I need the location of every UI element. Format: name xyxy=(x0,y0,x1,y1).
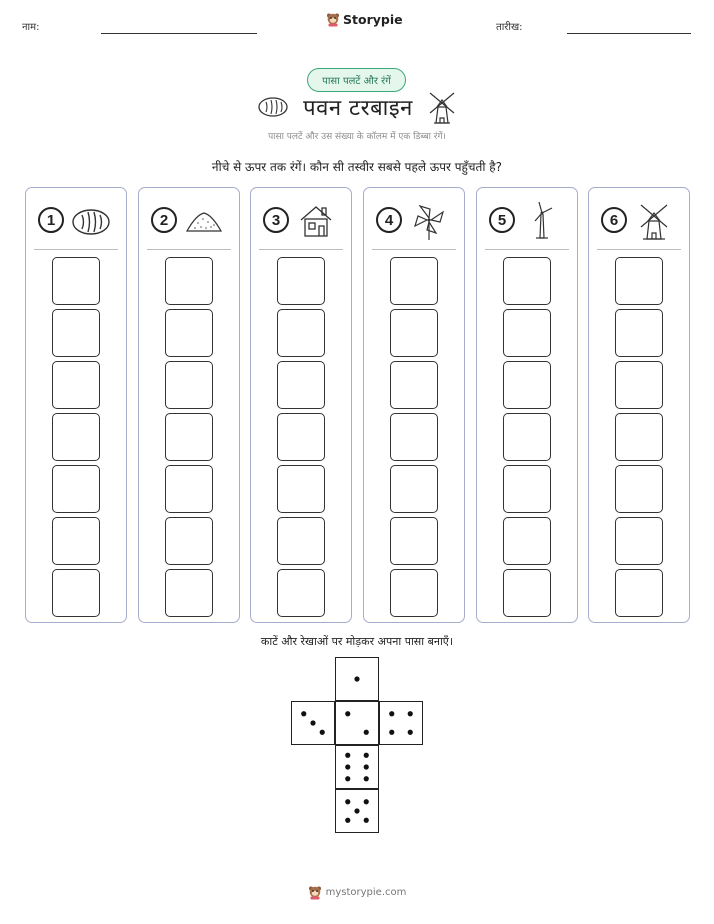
name-line xyxy=(101,33,257,34)
column-6 xyxy=(588,187,690,623)
color-box[interactable] xyxy=(165,309,213,357)
color-box[interactable] xyxy=(503,465,551,513)
bread-icon xyxy=(70,201,112,241)
die-face-5 xyxy=(335,789,379,833)
storypie-mascot-icon xyxy=(308,885,322,900)
column-1 xyxy=(25,187,127,623)
column-number: 5 xyxy=(489,207,515,233)
footer-url: mystorypie.com xyxy=(325,887,407,898)
sand-pile-icon xyxy=(183,201,225,241)
activity-badge: पासा पलटें और रंगें xyxy=(307,68,406,92)
color-box[interactable] xyxy=(390,309,438,357)
column-header xyxy=(597,198,681,250)
color-box[interactable] xyxy=(503,309,551,357)
name-label: नाम: xyxy=(22,22,40,33)
footer xyxy=(0,885,714,900)
color-box[interactable] xyxy=(52,517,100,565)
wind-turbine-icon xyxy=(521,201,563,241)
color-box[interactable] xyxy=(503,517,551,565)
color-box[interactable] xyxy=(503,361,551,409)
color-box[interactable] xyxy=(615,413,663,461)
column-header xyxy=(259,198,343,250)
column-5 xyxy=(476,187,578,623)
color-box[interactable] xyxy=(165,465,213,513)
storypie-mascot-icon xyxy=(326,12,340,27)
color-box[interactable] xyxy=(165,257,213,305)
color-box[interactable] xyxy=(52,361,100,409)
column-3 xyxy=(250,187,352,623)
color-box[interactable] xyxy=(390,257,438,305)
date-line xyxy=(567,33,691,34)
die-face-4 xyxy=(379,701,423,745)
column-4 xyxy=(363,187,465,623)
windmill-icon xyxy=(633,201,675,241)
page-title: पवन टरबाइन xyxy=(303,96,413,121)
color-box[interactable] xyxy=(52,309,100,357)
column-2 xyxy=(138,187,240,623)
windmill-icon xyxy=(427,90,457,124)
pinwheel-icon xyxy=(408,201,450,241)
color-box[interactable] xyxy=(615,309,663,357)
color-box[interactable] xyxy=(277,309,325,357)
column-header xyxy=(485,198,569,250)
bread-icon xyxy=(257,94,289,120)
color-box[interactable] xyxy=(52,465,100,513)
color-box[interactable] xyxy=(165,569,213,617)
color-box[interactable] xyxy=(277,361,325,409)
color-box[interactable] xyxy=(615,569,663,617)
column-number: 1 xyxy=(38,207,64,233)
color-box[interactable] xyxy=(503,257,551,305)
color-box[interactable] xyxy=(503,413,551,461)
house-icon xyxy=(295,201,337,241)
cut-instruction: काटें और रेखाओं पर मोड़कर अपना पासा बनाएँ। xyxy=(260,635,454,648)
color-box[interactable] xyxy=(277,465,325,513)
color-box[interactable] xyxy=(615,517,663,565)
color-box[interactable] xyxy=(390,361,438,409)
die-face-1 xyxy=(335,657,379,701)
die-face-2 xyxy=(335,701,379,745)
color-box[interactable] xyxy=(165,413,213,461)
die-face-3 xyxy=(291,701,335,745)
brand-logo xyxy=(326,12,403,27)
color-box[interactable] xyxy=(277,257,325,305)
date-label: तारीख: xyxy=(496,22,523,33)
column-number: 2 xyxy=(151,207,177,233)
color-box[interactable] xyxy=(503,569,551,617)
color-box[interactable] xyxy=(165,361,213,409)
color-box[interactable] xyxy=(52,413,100,461)
color-box[interactable] xyxy=(277,569,325,617)
column-header xyxy=(147,198,231,250)
column-header xyxy=(372,198,456,250)
color-box[interactable] xyxy=(52,257,100,305)
die-face-6 xyxy=(335,745,379,789)
column-number: 3 xyxy=(263,207,289,233)
color-box[interactable] xyxy=(615,257,663,305)
color-box[interactable] xyxy=(390,413,438,461)
color-box[interactable] xyxy=(615,361,663,409)
color-box[interactable] xyxy=(277,413,325,461)
title-row xyxy=(0,90,714,124)
color-box[interactable] xyxy=(390,517,438,565)
question: नीचे से ऊपर तक रंगें। कौन सी तस्वीर सबसे पहले ऊपर पहुँचती है? xyxy=(211,160,503,174)
column-number: 4 xyxy=(376,207,402,233)
brand-name: Storypie xyxy=(343,12,403,27)
column-number: 6 xyxy=(601,207,627,233)
color-box[interactable] xyxy=(390,465,438,513)
column-header xyxy=(34,198,118,250)
color-box[interactable] xyxy=(277,517,325,565)
color-box[interactable] xyxy=(615,465,663,513)
color-box[interactable] xyxy=(52,569,100,617)
color-box[interactable] xyxy=(165,517,213,565)
color-box[interactable] xyxy=(390,569,438,617)
instructions: पासा पलटें और उस संख्या के कॉलम में एक डिब्बा रंगें। xyxy=(268,132,446,142)
